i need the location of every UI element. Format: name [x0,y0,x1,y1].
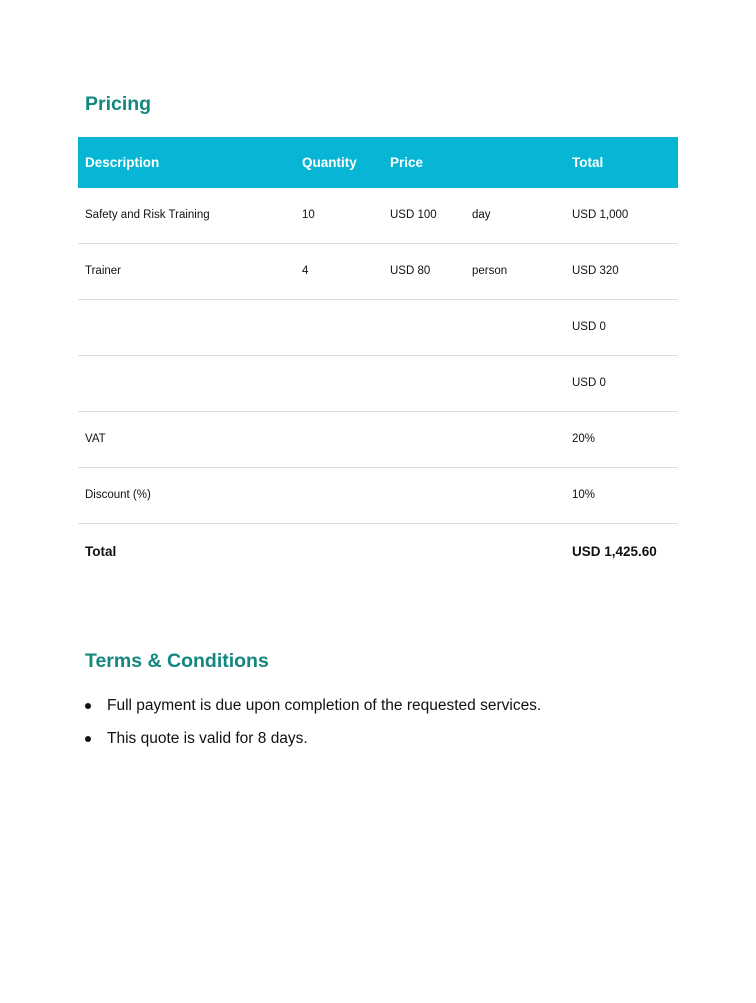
terms-heading: Terms & Conditions [85,650,269,672]
table-row [78,356,678,412]
cell-unit: day [472,209,491,221]
cell-total: 10% [572,489,596,501]
discount-row [78,468,678,524]
cell-description: VAT [85,433,106,445]
table-row [78,300,678,356]
column-header-total: Total [572,155,604,170]
pricing-heading: Pricing [85,93,152,115]
terms-list [85,694,541,760]
cell-description: Safety and Risk Training [85,209,210,221]
column-header-description: Description [85,155,160,170]
grand-total-row [78,524,678,579]
cell-total: USD 320 [572,265,619,277]
table-row [78,244,678,300]
list-item-text: This quote is valid for 8 days. [107,730,308,747]
list-item [85,727,541,760]
column-header-quantity: Quantity [302,155,357,170]
cell-description: Discount (%) [85,489,151,501]
cell-quantity: 4 [302,265,309,277]
bullet-icon [85,703,91,709]
grand-total-value: USD 1,425.60 [572,544,657,559]
cell-description: Trainer [85,265,121,277]
vat-row [78,412,678,468]
table-header [78,137,678,188]
list-item-text: Full payment is due upon completion of the requested services. [107,697,542,714]
cell-total: USD 1,000 [572,209,629,221]
bullet-icon [85,736,91,742]
grand-total-label: Total [85,544,117,559]
table-row [78,188,678,244]
column-header-price: Price [390,155,424,170]
cell-total: USD 0 [572,321,606,333]
cell-price: USD 100 [390,209,437,221]
cell-quantity: 10 [302,209,315,221]
pricing-table [78,137,678,579]
cell-unit: person [472,265,508,277]
cell-price: USD 80 [390,265,431,277]
cell-total: 20% [572,433,596,445]
cell-total: USD 0 [572,377,606,389]
list-item [85,694,541,727]
